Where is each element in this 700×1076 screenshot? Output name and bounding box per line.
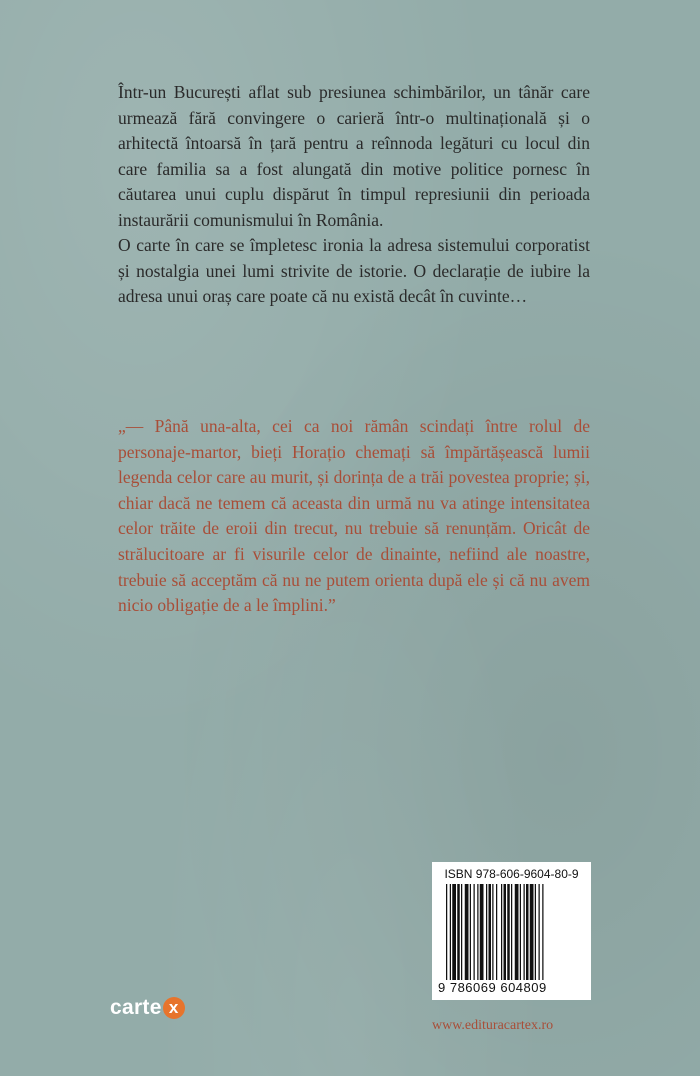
barcode-icon [446,884,586,980]
publisher-logo [110,996,185,1026]
logo-x-icon: x [163,997,185,1019]
book-quote [118,414,590,619]
barcode-digits: 9 786069 604809 [438,980,547,995]
blurb-paragraph-2: O carte în care se împletesc ironia la adresa sistemului corporatist și nostalgia unei lumi strivite de istorie. O declarație de iubire la adresa unui oraș care poate că nu există decât în cuvinte… [118,235,590,306]
isbn-number: ISBN 978-606-9604-80-9 [444,867,579,881]
blurb-paragraph-1: Într-un București aflat sub presiunea schimbărilor, un tânăr care urmează fără convingere o carieră într-o multinațională și o arhitectă întoarsă în țară pentru a reînnoda legături cu locul din care familia sa a fost alungată din motive politice pornesc în căutarea unui cuplu dispărut în timpul represiunii din perioada instaurării comunismului în România. [118,82,590,230]
isbn-barcode [432,862,591,1000]
blurb [118,80,590,310]
quote-text: „— Până una-alta, cei ca noi rămân scindați între rolul de personaje-martor, bieți Horațio chemați să împărtășească lumii legenda celor care au murit, și dorința de a trăi povestea proprie; și, chiar dacă ne temem că aceasta din urmă nu va atinge intensitatea celor trăite de eroii din trecut, nu trebuie să renunțăm. Oricât de strălucitoare ar fi visurile celor de dinainte, nefiind ale noastre, trebuie să acceptăm că nu ne putem orienta după ele și că nu avem nicio obligație de a le împlini.” [118,416,590,616]
logo-text: carte [110,996,162,1019]
publisher-website[interactable]: www.edituracartex.ro [432,1018,554,1033]
